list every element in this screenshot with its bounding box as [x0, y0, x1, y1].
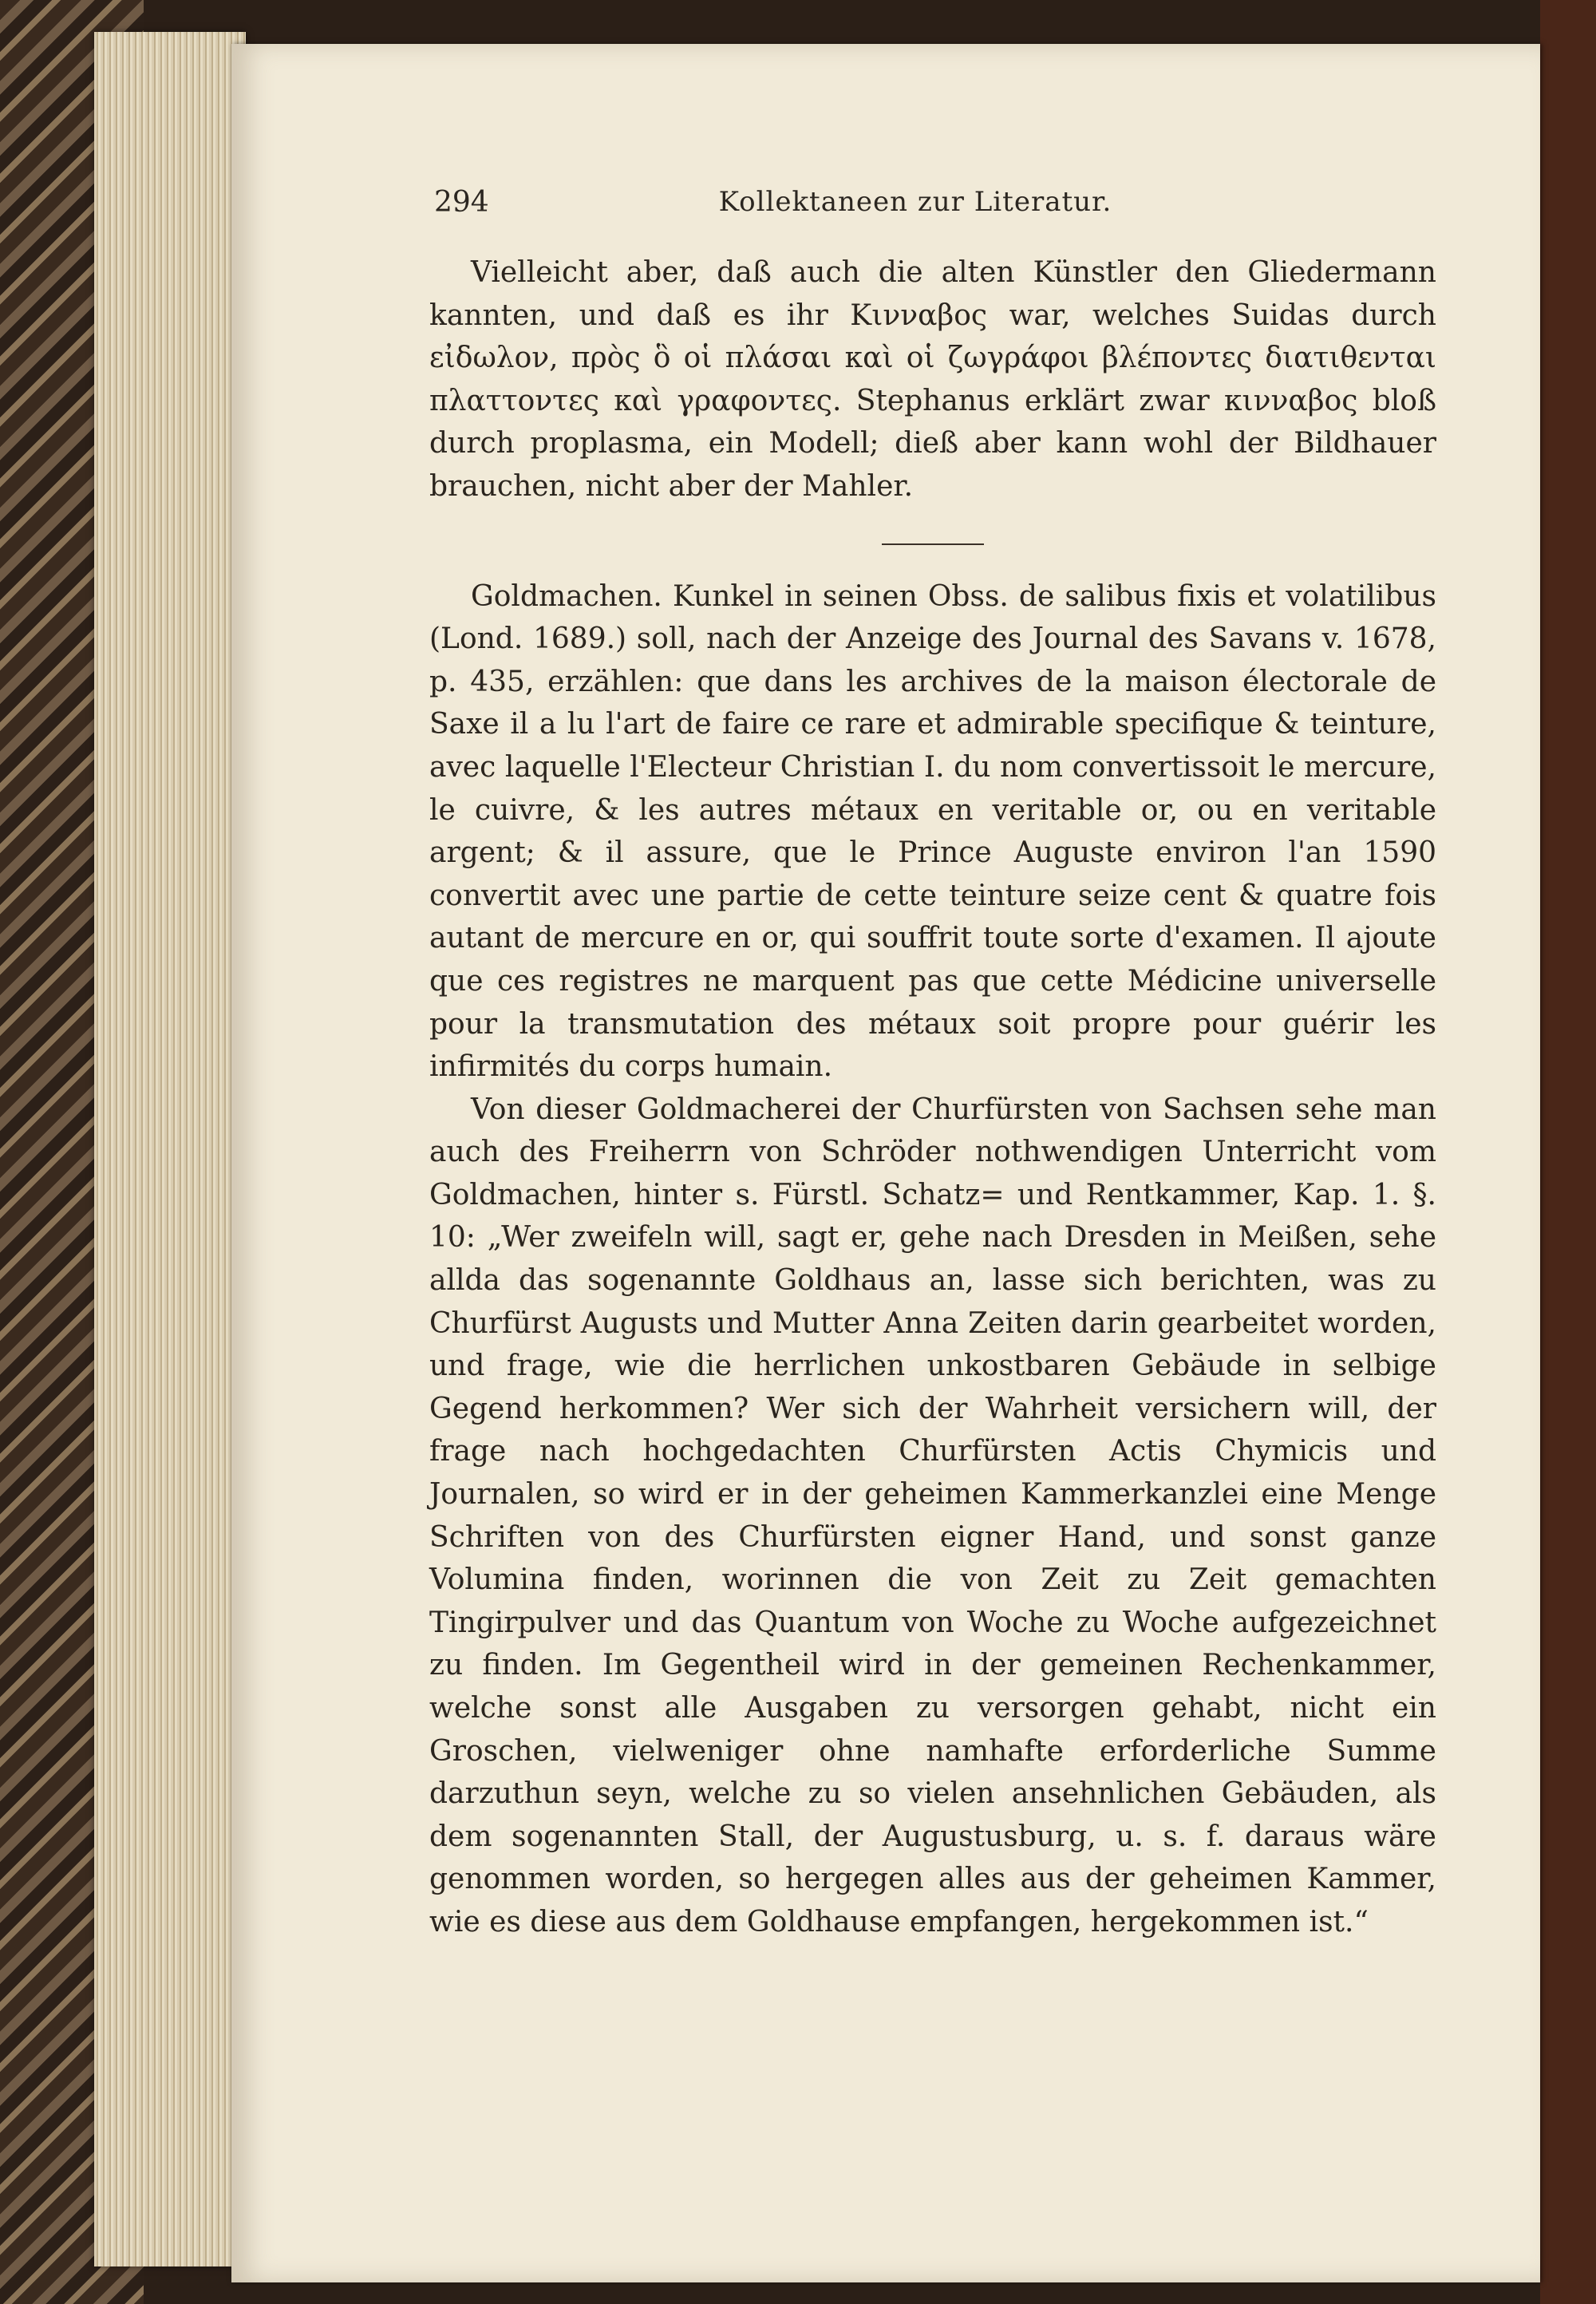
running-title: Kollektaneen zur Literatur.	[718, 186, 1112, 218]
paragraph-goldmachen: Goldmachen. Kunkel in seinen Obss. de salibus fixis et volatilibus (Lond. 1689.) soll, nach der Anzeige des Journal des Savans v. 1678, p. 435, erzählen: que dans les archives de la maison électorale de Saxe il a lu l'art de faire ce rare et admirable specifique & teinture, avec laquelle l'Electeur Christian I. du nom convertissoit le mercure, le cuivre, & les autres métaux en veritable or, ou en veritable argent; & il assure, que le Prince Auguste environ l'an 1590 convertit avec une partie de cette teinture seize cent & quatre fois autant de mercure en or, qui souffrit toute sorte d'examen. Il ajoute que ces registres ne marquent pas que cette Médicine universelle pour la transmutation des métaux soit propre pour guérir les infirmités du corps humain.	[429, 579, 1436, 1084]
page-header	[434, 186, 1396, 234]
page-number: 294	[434, 186, 489, 219]
page-stack-edge	[94, 32, 246, 2266]
book-page	[231, 44, 1540, 2282]
paragraph-goldmacherei: Von dieser Goldmacherei der Churfürsten von Sachsen sehe man auch des Freiherrn von Schröder nothwendigen Unterricht vom Goldmachen, hinter s. Fürstl. Schatz= und Rentkammer, Kap. 1. §. 10: „Wer zweifeln will, sagt er, gehe nach Dresden in Meißen, sehe allda das sogenannte Goldhaus an, lasse sich berichten, was zu Churfürst Augusts und Mutter Anna Zeiten darin gearbeitet worden, und frage, wie die herrlichen unkostbaren Gebäude in selbige Gegend herkommen? Wer sich der Wahrheit versichern will, der frage nach hochgedachten Churfürsten Actis Chymicis und Journalen, so wird er in der geheimen Kammerkanzlei eine Menge Schriften von des Churfürsten eigner Hand, und sonst ganze Volumina finden, worinnen die von Zeit zu Zeit gemachten Tingirpulver und das Quantum von Woche zu Woche aufgezeichnet zu finden. Im Gegentheil wird in der gemeinen Rechenkammer, welche sonst alle Ausgaben zu versorgen gehabt, nicht ein Groschen, vielweniger ohne namhafte erforderliche Summe darzuthun seyn, welche zu so vielen ansehnlichen Gebäuden, als dem sogenannten Stall, der Augustusburg, u. s. f. daraus wäre genommen worden, so hergegen alles aus der geheimen Kammer, wie es diese aus dem Goldhause empfangen, hergekommen ist.“	[429, 1093, 1436, 1938]
book-right-edge	[1540, 0, 1596, 2304]
section-separator	[882, 543, 984, 545]
paragraph-gliedermann: Vielleicht aber, daß auch die alten Künstler den Gliedermann kannten, und daß es ihr Κινναβος war, welches Suidas durch εἰδωλον, πρὸς ὃ οἱ πλάσαι καὶ οἱ ζωγράφοι βλέποντες διατιθενται πλαττοντες καὶ γραφοντες. Stephanus erklärt zwar κινναβος bloß durch proplasma, ein Modell; dieß aber kann wohl der Bildhauer brauchen, nicht aber der Mahler.	[429, 256, 1436, 503]
body-text	[429, 251, 1436, 1944]
